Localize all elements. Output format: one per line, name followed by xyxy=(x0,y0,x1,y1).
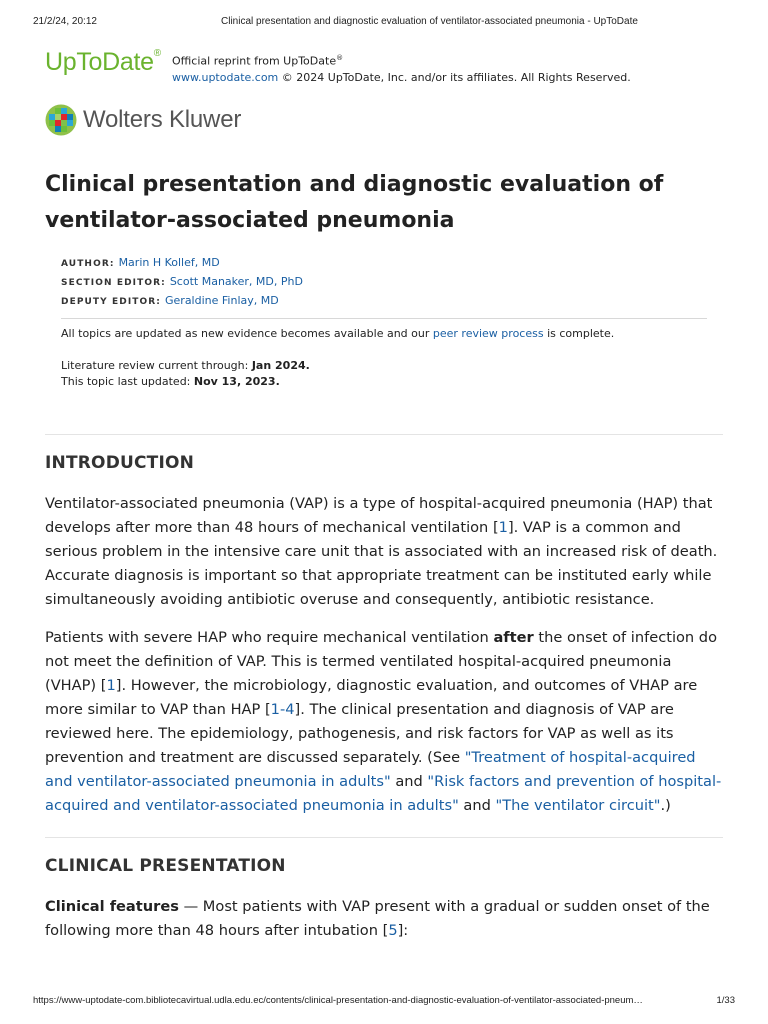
print-datetime: 21/2/24, 20:12 xyxy=(33,16,97,27)
text-run: — Most patients with VAP present with a gradual or sudden onset of the following more than 48 hours after intubation [ xyxy=(45,898,710,939)
uptodate-logo-text: UpToDate xyxy=(45,48,154,76)
peer-review-link[interactable]: peer review process xyxy=(432,327,544,340)
wolters-kluwer-mosaic-icon xyxy=(45,104,77,136)
text-run: ]. The clinical presentation and diagnosis of VAP are reviewed here. The epidemiology, pathogenesis, and risk factors for VAP as well as its prevention and treatment are discussed separately. (See xyxy=(45,701,674,766)
review-dates xyxy=(61,358,310,390)
section-editor-link[interactable]: Scott Manaker, MD, PhD xyxy=(169,275,303,288)
uptodate-logo[interactable] xyxy=(45,48,161,77)
print-title: Clinical presentation and diagnostic evaluation of ventilator-associated pneumonia - UpToDate xyxy=(221,16,638,27)
reference-link[interactable]: 1 xyxy=(498,519,508,536)
reprint-notice xyxy=(172,50,631,86)
text-run: ]: xyxy=(397,922,409,939)
page-number: 1/33 xyxy=(716,995,735,1006)
article-title: Clinical presentation and diagnostic evaluation of ventilator-associated pneumonia xyxy=(45,172,664,233)
wolters-kluwer-logo xyxy=(45,104,241,136)
update-notice-text: All topics are updated as new evidence becomes available and our xyxy=(61,327,433,340)
lit-review-label: Literature review current through: xyxy=(61,359,252,372)
text-run: and xyxy=(458,797,496,814)
copyright-text: © 2024 UpToDate, Inc. and/or its affiliates. All Rights Reserved. xyxy=(278,70,631,84)
subheading: Clinical features xyxy=(45,898,179,915)
section-divider xyxy=(45,434,723,435)
last-updated-date: Nov 13, 2023. xyxy=(193,375,280,388)
text-run: Patients with severe HAP who require mechanical ventilation xyxy=(45,629,494,646)
introduction-paragraph-2 xyxy=(45,626,727,818)
lit-review-date: Jan 2024. xyxy=(251,359,310,372)
text-run: Ventilator-associated pneumonia (VAP) is a type of hospital-acquired pneumonia (HAP) that develops after more than 48 hours of mechanical ventilation [ xyxy=(45,495,713,536)
clinical-presentation-heading: CLINICAL PRESENTATION xyxy=(45,856,286,876)
reference-link[interactable]: 1 xyxy=(106,677,116,694)
reference-link[interactable]: 5 xyxy=(388,922,398,939)
author-link[interactable]: Marin H Kollef, MD xyxy=(118,256,220,269)
section-editor-label: SECTION EDITOR: xyxy=(61,278,166,288)
emphasis: after xyxy=(493,629,534,646)
reprint-line: Official reprint from UpToDate xyxy=(172,54,337,68)
brand-row xyxy=(45,48,723,88)
clinical-features-paragraph xyxy=(45,895,727,943)
introduction-paragraph-1 xyxy=(45,492,727,612)
introduction-heading: INTRODUCTION xyxy=(45,453,195,473)
publisher-name: Wolters Kluwer xyxy=(83,106,242,133)
print-url: https://www-uptodate-com.bibliotecavirtual.udla.edu.ec/contents/clinical-presentation-and-diagnostic-evaluation-of-ventilator-associated-pneum… xyxy=(33,995,643,1006)
article-credits xyxy=(61,254,303,311)
deputy-editor-link[interactable]: Geraldine Finlay, MD xyxy=(165,294,279,307)
credits-divider xyxy=(61,318,707,319)
text-run: and xyxy=(390,773,428,790)
author-label: AUTHOR: xyxy=(61,259,115,269)
update-notice xyxy=(61,326,614,342)
text-run: .) xyxy=(660,797,671,814)
topic-link-risk-factors[interactable]: "Risk factors and prevention of hospital-acquired and ventilator-associated pneumonia in adults" xyxy=(45,773,722,814)
update-notice-end: is complete. xyxy=(543,327,615,340)
text-run: the onset of infection do not meet the definition of VAP. This is termed ventilated hospital-acquired pneumonia (VHAP) [ xyxy=(45,629,718,694)
topic-link-treatment[interactable]: "Treatment of hospital-acquired and ventilator-associated pneumonia in adults" xyxy=(45,749,696,790)
text-run: ]. VAP is a common and serious problem in the intensive care unit that is associated with an increased risk of death. Accurate diagnosis is important so that appropriate treatment can be instituted early while simultaneously avoiding antibiotic overuse and consequently, antibiotic resistance. xyxy=(45,519,718,608)
reprint-mark: ® xyxy=(336,54,344,62)
reference-link[interactable]: 1-4 xyxy=(270,701,295,718)
section-divider xyxy=(45,837,723,838)
uptodate-site-link[interactable]: www.uptodate.com xyxy=(172,70,279,84)
deputy-editor-label: DEPUTY EDITOR: xyxy=(61,297,161,307)
text-run: ]. However, the microbiology, diagnostic evaluation, and outcomes of VHAP are more similar to VAP than HAP [ xyxy=(45,677,698,718)
last-updated-label: This topic last updated: xyxy=(61,375,194,388)
uptodate-logo-mark: ® xyxy=(153,48,161,59)
topic-link-ventilator-circuit[interactable]: "The ventilator circuit" xyxy=(495,797,661,814)
